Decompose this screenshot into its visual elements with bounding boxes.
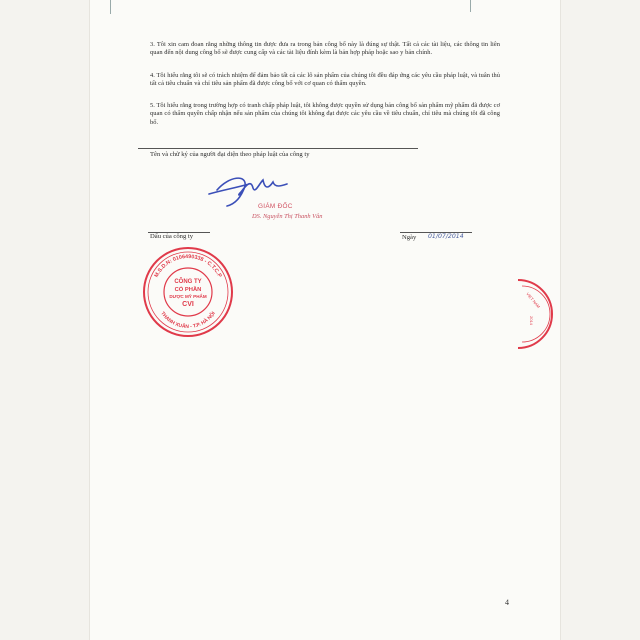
- date-value: 01/07/2014: [428, 233, 464, 240]
- svg-text:THANH XUÂN - T.P. HÀ NỘI: [159, 310, 217, 330]
- director-title: GIÁM ĐỐC: [258, 203, 293, 210]
- page-number: 4: [505, 598, 509, 607]
- seal-line-4: CVI: [182, 301, 194, 308]
- divider-line: [138, 148, 418, 149]
- signature-label: Tên và chữ ký của người đại diện theo pháp luật của công ty: [150, 151, 310, 158]
- paragraph-3: 3. Tôi xin cam đoan rằng những thông tin được đưa ra trong bản công bố này là đúng sự thật. Tất cả các tài liệu, các thông tin liên quan đến nội dung công bố sẽ được cung cấp và các tài liệu đính kèm là bản hợp pháp hoặc sao y bản chính.: [150, 41, 500, 57]
- handwritten-signature: [205, 168, 300, 208]
- partial-seal-edge: [512, 276, 548, 352]
- paragraph-4: 4. Tôi hiểu rằng tôi sẽ có trách nhiệm để đảm bảo tất cả các lô sản phẩm của chúng tôi đều đáp ứng các yêu cầu pháp luật, và tuân thủ tất cả tiêu chuẩn và chỉ tiêu sản phẩm đã được công bố với cơ quan có thẩm quyền.: [150, 72, 500, 88]
- date-label: Ngày: [402, 234, 417, 241]
- svg-text:2014: 2014: [529, 316, 534, 325]
- seal-ring-top: M.S.D.N: 0106490338 - C.T.C.P: [153, 253, 223, 279]
- seal-line-1: CÔNG TY: [174, 279, 202, 285]
- svg-text:VIET NAM: VIET NAM: [525, 291, 542, 310]
- company-seal: [142, 246, 234, 338]
- svg-text:M.S.D.N: 0106490338 - C.T.C.P: [154, 254, 223, 279]
- scan-mark: [470, 0, 471, 12]
- seal-line-3: DƯỢC MỸ PHẨM: [169, 294, 207, 299]
- seal-label: Dấu của công ty: [150, 233, 194, 240]
- paragraph-5: 5. Tôi hiểu rằng trong trường hợp có tranh chấp pháp luật, tôi không được quyền sử dụng bản công bố sản phẩm mỹ phẩm đã được cơ quan có thẩm quyền chấp nhận nếu sản phẩm của chúng tôi không đạt được các yêu cầu về tiêu chuẩn, chỉ tiêu mà chúng tôi đã công bố.: [150, 102, 500, 126]
- director-name: DS. Nguyễn Thị Thanh Vân: [252, 213, 323, 220]
- seal-line-2: CỔ PHẦN: [174, 287, 202, 293]
- seal-ring-bottom: THANH XUÂN - T.P. HÀ NỘI: [159, 310, 217, 331]
- scan-mark: [110, 0, 111, 14]
